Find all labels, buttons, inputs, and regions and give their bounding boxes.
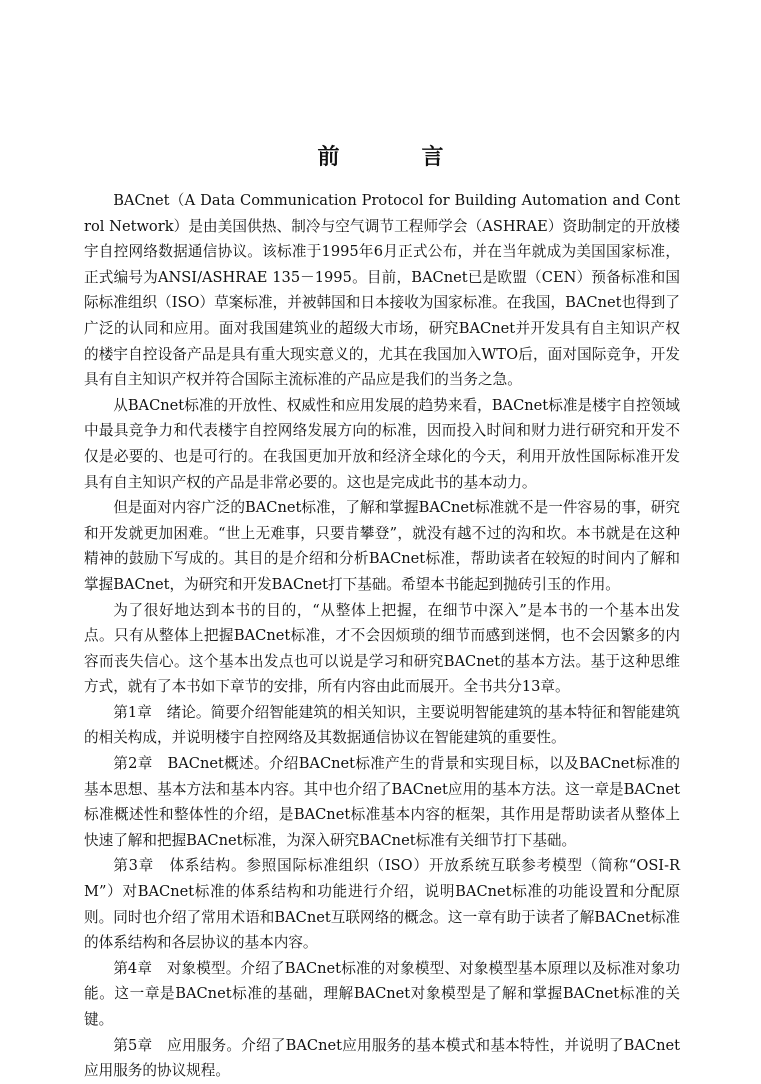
paragraph: 从BACnet标准的开放性、权威性和应用发展的趋势来看，BACnet标准是楼宇自控领域中最具竞争力和代表楼宇自控网络发展方向的标准，因而投入时间和财力进行研究和开发不仅是必要的、也是可行的。在我国更加开放和经济全球化的今天，利用开放性国际标准开发具有自主知识产权的产品是非常必要的。这也是完成此书的基本动力。 <box>84 396 680 491</box>
chapter-1-summary: 第1章 绪论。简要介绍智能建筑的相关知识，主要说明智能建筑的基本特征和智能建筑的相关构成，并说明楼宇自控网络及其数据通信协议在智能建筑的重要性。 <box>84 703 680 747</box>
preface-body <box>84 188 680 1084</box>
paragraph: 但是面对内容广泛的BACnet标准，了解和掌握BACnet标准就不是一件容易的事，研究和开发就更加困难。“世上无难事，只要肯攀登”，就没有越不过的沟和坎。本书就是在这种精神的鼓励下写成的。其目的是介绍和分析BACnet标准，帮助读者在较短的时间内了解和掌握BACnet，为研究和开发BACnet打下基础。希望本书能起到抛砖引玉的作用。 <box>84 499 680 593</box>
chapter-4-summary: 第4章 对象模型。介绍了BACnet标准的对象模型、对象模型基本原理以及标准对象功能。这一章是BACnet标准的基础，理解BACnet对象模型是了解和掌握BACnet标准的关键。 <box>84 959 680 1028</box>
paragraph: BACnet（A Data Communication Protocol for Building Automation and Control Network）是由美国供热、制冷与空气调节工程师学会（ASHRAE）资助制定的开放楼宇自控网络数据通信协议。该标准于1995年6月正式公布，并在当年就成为美国国家标准，正式编号为ANSI/ASHRAE 135－1995。目前，BACnet已是欧盟（CEN）预备标准和国际标准组织（ISO）草案标准，并被韩国和日本接收为国家标准。在我国，BACnet也得到了广泛的认同和应用。面对我国建筑业的超级大市场，研究BACnet并开发具有自主知识产权的楼宇自控设备产品是具有重大现实意义的，尤其在我国加入WTO后，面对国际竞争，开发具有自主知识产权并符合国际主流标准的产品应是我们的当务之急。 <box>84 192 680 389</box>
chapter-5-summary: 第5章 应用服务。介绍了BACnet应用服务的基本模式和基本特性，并说明了BACnet应用服务的协议规程。 <box>84 1036 680 1080</box>
page-title: 前 言 <box>317 145 474 170</box>
paragraph: 为了很好地达到本书的目的，“从整体上把握，在细节中深入”是本书的一个基本出发点。只有从整体上把握BACnet标准，才不会因烦琐的细节而感到迷惘，也不会因繁多的内容而丧失信心。这个基本出发点也可以说是学习和研究BACnet的基本方法。基于这种思维方式，就有了本书如下章节的安排，所有内容由此而展开。全书共分13章。 <box>84 601 680 696</box>
chapter-3-summary: 第3章 体系结构。参照国际标准组织（ISO）开放系统互联参考模型（简称“OSI-RM”）对BACnet标准的体系结构和功能进行介绍，说明BACnet标准的功能设置和分配原则。同时也介绍了常用术语和BACnet互联网络的概念。这一章有助于读者了解BACnet标准的体系结构和各层协议的基本内容。 <box>84 857 680 952</box>
chapter-2-summary: 第2章 BACnet概述。介绍BACnet标准产生的背景和实现目标，以及BACnet标准的基本思想、基本方法和基本内容。其中也介绍了BACnet应用的基本方法。这一章是BACnet标准概述性和整体性的介绍，是BACnet标准基本内容的框架，其作用是帮助读者从整体上快速了解和把握BACnet标准，为深入研究BACnet标准有关细节打下基础。 <box>84 755 680 849</box>
